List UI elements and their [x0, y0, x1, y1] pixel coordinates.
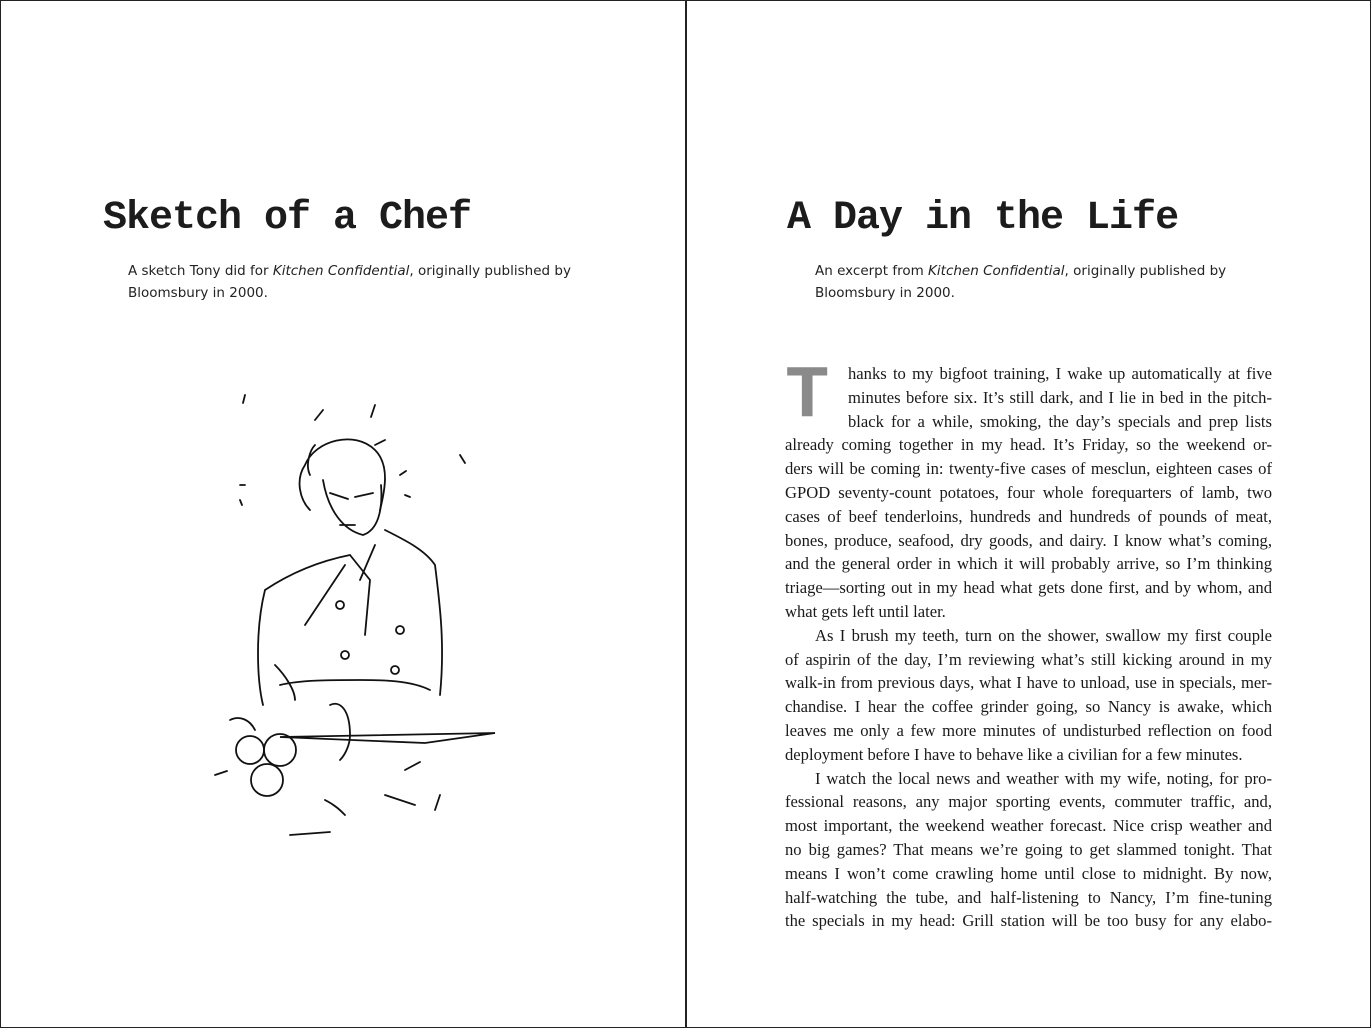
text-line: already coming together in my head. It’s Friday, so the weekend or-: [785, 435, 1272, 455]
text-line: black for a while, smoking, the day’s specials and prep lists: [848, 411, 1272, 431]
text-line: hanks to my bigfoot training, I wake up automatically at five: [848, 364, 1272, 383]
page-gutter-divider: [685, 0, 687, 1028]
text-line: of aspirin of the day, I’m reviewing what’s still kicking around in my: [785, 649, 1272, 669]
text-line: walk-in from previous days, what I have to unload, use in specials, mer-: [785, 673, 1272, 693]
chef-sketch-illustration: [205, 375, 505, 855]
text-line: half-watching the tube, and half-listening to Nancy, I’m fine-tuning: [785, 887, 1272, 907]
text-line: no big games? That means we’re going to get slammed tonight. That: [785, 839, 1272, 859]
text-line: the specials in my head: Grill station will be too busy for any elabo-: [785, 911, 1272, 931]
subtitle-text: An excerpt from: [815, 263, 929, 279]
text-line: fessional reasons, any major sporting events, commuter traffic, and,: [785, 792, 1272, 812]
text-line: I watch the local news and weather with my wife, noting, for pro-: [815, 768, 1272, 788]
text-line: chandise. I hear the coffee grinder going, so Nancy is awake, which: [785, 697, 1272, 717]
text-line: what gets left until later.: [785, 601, 946, 621]
excerpt-body: [785, 355, 1272, 933]
text-line: triage—sorting out in my head what gets done first, and by whom, and: [785, 578, 1272, 598]
drop-cap: T: [785, 355, 830, 439]
text-line: GPOD seventy-count potatoes, four whole forequarters of lamb, two: [785, 482, 1272, 502]
subtitle-text: Bloomsbury in 2000.: [128, 285, 268, 301]
subtitle-text: , originally published by: [409, 263, 571, 279]
text-line: means I won’t come crawling home until close to midnight. By now,: [785, 863, 1272, 883]
text-line: leaves me only a few more minutes of undisturbed reflection on food: [785, 720, 1272, 740]
subtitle-text: A sketch Tony did for: [128, 263, 273, 279]
right-page-title: A Day in the Life: [787, 196, 1179, 241]
text-line: cases of beef tenderloins, hundreds and hundreds of pounds of meat,: [785, 506, 1272, 526]
right-page-subtitle: [815, 260, 1275, 304]
left-page-title: Sketch of a Chef: [103, 196, 472, 241]
subtitle-text: , originally published by: [1064, 263, 1227, 279]
book-title: Kitchen Confidential: [928, 263, 1065, 279]
text-line: bones, produce, seafood, dry goods, and dairy. I know what’s coming,: [785, 530, 1272, 550]
text-line: ders will be coming in: twenty-five cases of mesclun, eighteen cases of: [785, 459, 1272, 479]
text-line: deployment before I have to behave like a civilian for a few minutes.: [785, 744, 1243, 764]
text-line: and the general order in which it will probably arrive, so I’m thinking: [785, 554, 1272, 574]
text-line: most important, the weekend weather forecast. Nice crisp weather and: [785, 816, 1272, 836]
text-line: As I brush my teeth, turn on the shower, swallow my first couple: [815, 625, 1272, 645]
book-title: Kitchen Confidential: [272, 263, 410, 279]
text-line: minutes before six. It’s still dark, and I lie in bed in the pitch-: [848, 387, 1272, 407]
subtitle-text: Bloomsbury in 2000.: [815, 285, 955, 301]
left-page-subtitle: [128, 260, 588, 304]
